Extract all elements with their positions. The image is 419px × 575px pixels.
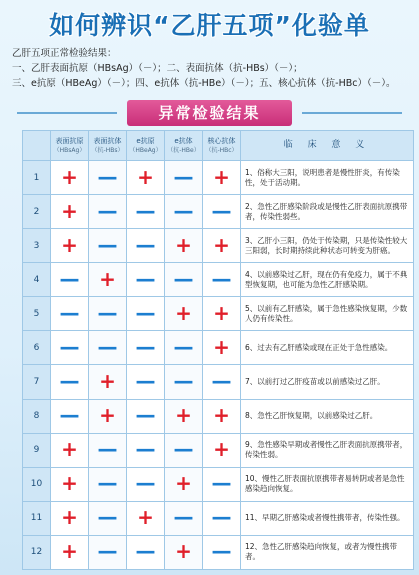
result-cell — [165, 501, 203, 535]
result-cell — [203, 297, 241, 331]
result-cell — [127, 365, 165, 399]
result-cell — [127, 229, 165, 263]
result-cell — [203, 433, 241, 467]
clinical-meaning: 4、以前感染过乙肝，现在仍有免疫力，属于不典型恢复期，也可能为急性乙肝感染期。 — [241, 263, 414, 297]
result-cell — [89, 331, 127, 365]
result-cell — [203, 161, 241, 195]
clinical-meaning: 3、乙肝小三阳，仍处于传染期，只是传染性较大三阳弱，长时期持续此种状态可转变为肝癌。 — [241, 229, 414, 263]
negative-mark: — — [135, 437, 156, 462]
negative-mark: — — [59, 334, 80, 359]
negative-mark: — — [173, 505, 194, 530]
table-row — [23, 331, 414, 365]
result-cell — [165, 263, 203, 297]
result-cell — [89, 433, 127, 467]
row-number: 5 — [23, 297, 51, 331]
result-cell — [127, 195, 165, 229]
negative-mark: — — [97, 505, 118, 530]
clinical-meaning: 9、急性感染早期或者慢性乙肝表面抗原携带者，传染性弱。 — [241, 433, 414, 467]
result-cell — [165, 161, 203, 195]
positive-mark: + — [61, 164, 78, 189]
negative-mark: — — [59, 300, 80, 325]
clinical-meaning: 7、以前打过乙肝疫苗或以前感染过乙肝。 — [241, 365, 414, 399]
result-cell — [203, 331, 241, 365]
result-cell — [127, 399, 165, 433]
result-cell — [51, 161, 89, 195]
normal-line-1: 一、乙肝表面抗原（HBsAg）（－）；二、表面抗体（抗-HBs）（－）； — [12, 63, 303, 74]
negative-mark: — — [173, 334, 194, 359]
table-row — [23, 161, 414, 195]
positive-mark: + — [99, 403, 116, 428]
result-cell — [203, 263, 241, 297]
negative-mark: — — [173, 266, 194, 291]
clinical-meaning: 8、急性乙肝恢复期，以前感染过乙肝。 — [241, 399, 414, 433]
result-cell — [165, 365, 203, 399]
table-row — [23, 263, 414, 297]
negative-mark: — — [135, 266, 156, 291]
table-row — [23, 433, 414, 467]
row-number: 8 — [23, 399, 51, 433]
negative-mark: — — [97, 232, 118, 257]
negative-mark: — — [97, 198, 118, 223]
result-cell — [127, 535, 165, 569]
row-number: 6 — [23, 331, 51, 365]
negative-mark: — — [135, 471, 156, 496]
table-row — [23, 399, 414, 433]
table-row — [23, 229, 414, 263]
result-cell — [89, 399, 127, 433]
row-number: 10 — [23, 467, 51, 501]
positive-mark: + — [99, 369, 116, 393]
positive-mark: + — [175, 232, 192, 257]
results-table — [22, 130, 414, 570]
row-number: 12 — [23, 535, 51, 569]
result-cell — [165, 195, 203, 229]
positive-mark: + — [175, 539, 192, 564]
negative-mark: — — [211, 198, 232, 223]
negative-mark: — — [211, 505, 232, 530]
row-number: 9 — [23, 433, 51, 467]
negative-mark: — — [173, 437, 194, 462]
negative-mark: — — [97, 437, 118, 462]
result-cell — [165, 331, 203, 365]
header-anti-hbc: 核心抗体 （抗-HBc） — [203, 131, 241, 161]
clinical-meaning: 6、过去有乙肝感染或现在正处于急性感染。 — [241, 331, 414, 365]
result-cell — [127, 331, 165, 365]
result-cell — [89, 501, 127, 535]
positive-mark: + — [61, 437, 78, 462]
result-cell — [127, 161, 165, 195]
negative-mark: — — [135, 334, 156, 359]
result-cell — [165, 297, 203, 331]
negative-mark: — — [211, 539, 232, 564]
result-cell — [165, 229, 203, 263]
row-number: 7 — [23, 365, 51, 399]
result-cell — [89, 229, 127, 263]
negative-mark: — — [135, 403, 156, 428]
negative-mark: — — [97, 164, 118, 189]
clinical-meaning: 11、早期乙肝感染或者慢性携带者，传染性强。 — [241, 501, 414, 535]
result-cell — [51, 365, 89, 399]
negative-mark: — — [97, 539, 118, 564]
negative-mark: — — [59, 369, 80, 393]
positive-mark: + — [175, 471, 192, 496]
negative-mark: — — [135, 198, 156, 223]
result-cell — [203, 467, 241, 501]
header-hbeag: e抗原 （HBeAg） — [127, 131, 165, 161]
result-cell — [51, 501, 89, 535]
result-cell — [165, 399, 203, 433]
result-cell — [203, 399, 241, 433]
result-cell — [127, 263, 165, 297]
positive-mark: + — [213, 300, 230, 325]
table-row — [23, 365, 414, 399]
header-anti-hbe: e抗体 （抗-HBe） — [165, 131, 203, 161]
result-cell — [51, 297, 89, 331]
header-hbsag: 表面抗原 （HBsAg） — [51, 131, 89, 161]
result-cell — [127, 467, 165, 501]
table-header-row — [23, 131, 414, 161]
positive-mark: + — [175, 300, 192, 325]
negative-mark: — — [135, 300, 156, 325]
negative-mark: — — [135, 232, 156, 257]
negative-mark: — — [59, 266, 80, 291]
result-cell — [127, 297, 165, 331]
row-number: 3 — [23, 229, 51, 263]
result-cell — [89, 263, 127, 297]
result-cell — [51, 263, 89, 297]
positive-mark: + — [99, 266, 116, 291]
header-anti-hbs: 表面抗体 （抗-HBs） — [89, 131, 127, 161]
positive-mark: + — [213, 164, 230, 189]
result-cell — [127, 433, 165, 467]
clinical-meaning: 10、慢性乙肝表面抗原携带者易转阴或者是急性感染趋向恢复。 — [241, 467, 414, 501]
normal-results — [12, 46, 412, 91]
result-cell — [165, 535, 203, 569]
table-row — [23, 297, 414, 331]
result-cell — [51, 535, 89, 569]
positive-mark: + — [61, 198, 78, 223]
row-number: 4 — [23, 263, 51, 297]
negative-mark: — — [173, 369, 194, 393]
positive-mark: + — [61, 505, 78, 530]
result-cell — [51, 467, 89, 501]
row-number: 11 — [23, 501, 51, 535]
table-row — [23, 195, 414, 229]
result-cell — [51, 433, 89, 467]
negative-mark: — — [135, 539, 156, 564]
negative-mark: — — [97, 300, 118, 325]
table-row — [23, 501, 414, 535]
positive-mark: + — [61, 232, 78, 257]
result-cell — [127, 501, 165, 535]
row-number: 2 — [23, 195, 51, 229]
clinical-meaning: 1、俗称大三阳，说明患者是慢性肝炎，有传染性，处于活动期。 — [241, 161, 414, 195]
result-cell — [51, 399, 89, 433]
header-clinical-meaning: 临 床 意 义 — [241, 131, 414, 161]
normal-line-2: 三、e抗原（HBeAg）（－）；四、e抗体（抗-HBe）（－）；五、核心抗体（抗-HBc）（－）。 — [12, 78, 396, 89]
positive-mark: + — [213, 403, 230, 428]
result-cell — [89, 467, 127, 501]
negative-mark: — — [211, 369, 232, 393]
positive-mark: + — [213, 334, 230, 359]
clinical-meaning: 5、以前有乙肝感染，属于急性感染恢复期，少数人仍有传染性。 — [241, 297, 414, 331]
clinical-meaning: 12、急性乙肝感染趋向恢复，或者为慢性携带者。 — [241, 535, 414, 569]
result-cell — [89, 535, 127, 569]
table-row — [23, 467, 414, 501]
negative-mark: — — [97, 334, 118, 359]
abnormal-results-banner: 异常检验结果 — [127, 100, 292, 126]
result-cell — [51, 331, 89, 365]
result-cell — [203, 229, 241, 263]
positive-mark: + — [213, 232, 230, 257]
result-cell — [51, 195, 89, 229]
result-cell — [89, 195, 127, 229]
positive-mark: + — [137, 505, 154, 530]
page-title: 如何辨识“乙肝五项”化验单 — [49, 11, 370, 40]
negative-mark: — — [97, 471, 118, 496]
row-number: 1 — [23, 161, 51, 195]
negative-mark: — — [211, 266, 232, 291]
result-cell — [165, 433, 203, 467]
positive-mark: + — [213, 437, 230, 462]
negative-mark: — — [59, 403, 80, 428]
negative-mark: — — [173, 198, 194, 223]
positive-mark: + — [61, 471, 78, 496]
result-cell — [89, 297, 127, 331]
result-cell — [51, 229, 89, 263]
result-cell — [89, 365, 127, 399]
positive-mark: + — [137, 164, 154, 189]
result-cell — [203, 501, 241, 535]
header-blank — [23, 131, 51, 161]
result-cell — [203, 365, 241, 399]
result-cell — [165, 467, 203, 501]
positive-mark: + — [61, 539, 78, 564]
result-cell — [203, 195, 241, 229]
result-cell — [203, 535, 241, 569]
result-cell — [89, 161, 127, 195]
negative-mark: — — [135, 369, 156, 393]
negative-mark: — — [211, 471, 232, 496]
negative-mark: — — [173, 164, 194, 189]
clinical-meaning: 2、急性乙肝感染阶段或是慢性乙肝表面抗原携带者，传染性弱些。 — [241, 195, 414, 229]
table-row — [23, 535, 414, 569]
positive-mark: + — [175, 403, 192, 428]
normal-heading: 乙肝五项正常检验结果： — [12, 48, 117, 59]
